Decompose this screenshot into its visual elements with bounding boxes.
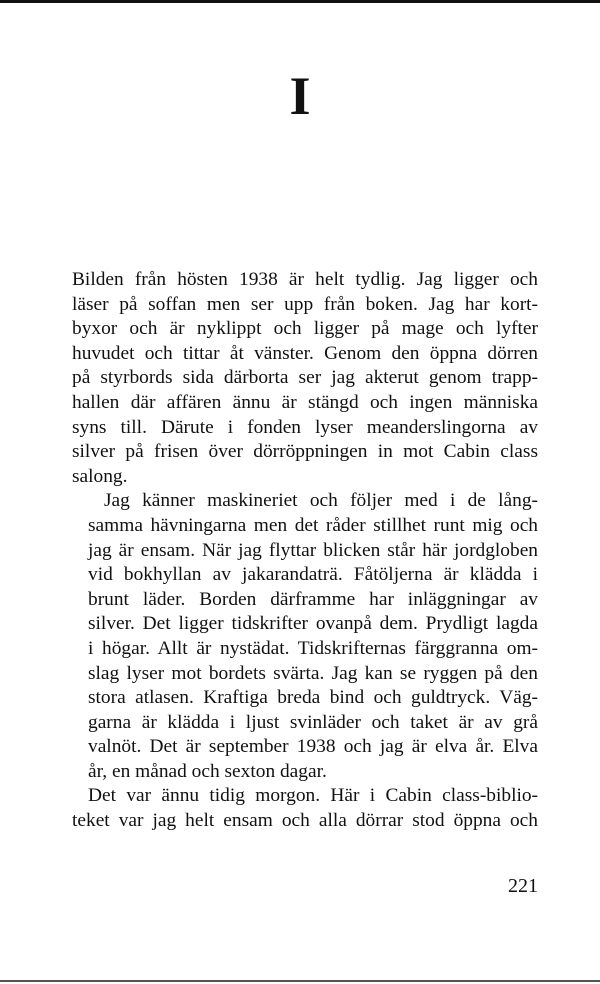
text-line: teket var jag helt ensam och alla dörrar stod öppna och	[72, 810, 538, 832]
text-line: i högar. Allt är nystädat. Tidskrifternas färggranna om-	[88, 637, 538, 659]
page-number: 221	[508, 875, 538, 897]
bottom-edge-rule	[0, 980, 600, 982]
text-line: samma hävningarna men det råder stillhet runt mig och	[88, 514, 538, 536]
paragraph-2	[72, 489, 538, 784]
paragraph-3	[72, 784, 538, 833]
text-line: Jag känner maskineriet och följer med i de lång-	[104, 490, 538, 512]
text-line: på styrbords sida därborta ser jag akterut genom trapp-	[72, 367, 538, 389]
chapter-numeral: I	[289, 66, 311, 126]
text-line: hallen där affären ännu är stängd och ingen människa	[72, 391, 538, 413]
text-line: garna är klädda i ljust svinläder och taket är av grå	[88, 711, 538, 733]
text-line: stora atlasen. Kraftiga breda bind och guldtryck. Väg-	[88, 687, 538, 709]
text-line: slag lyser mot bordets svärta. Jag kan se ryggen på den	[88, 662, 538, 684]
text-line: salong.	[72, 465, 128, 487]
text-line: byxor och är nyklippt och ligger på mage och lyfter	[72, 318, 538, 340]
body-text	[72, 268, 538, 834]
text-line: år, en månad och sexton dagar.	[88, 760, 327, 782]
text-line: huvudet och tittar åt vänster. Genom den öppna dörren	[72, 342, 538, 364]
text-line: vid bokhyllan av jakarandaträ. Fåtöljerna är klädda i	[88, 564, 538, 586]
text-line: valnöt. Det är september 1938 och jag är elva år. Elva	[88, 736, 538, 758]
text-line: Det var ännu tidig morgon. Här i Cabin class-biblio-	[88, 785, 538, 807]
text-line: jag är ensam. När jag flyttar blicken står här jordgloben	[88, 539, 538, 561]
top-edge-rule	[0, 0, 600, 3]
paragraph-1	[72, 268, 538, 489]
text-line: syns till. Därute i fonden lyser meanderslingorna av	[72, 416, 538, 438]
text-line: silver på frisen över dörröppningen in mot Cabin class	[72, 441, 538, 463]
text-line: Bilden från hösten 1938 är helt tydlig. Jag ligger och	[72, 269, 538, 290]
text-line: silver. Det ligger tidskrifter ovanpå dem. Prydligt lagda	[88, 613, 538, 635]
text-line: läser på soffan men ser upp från boken. Jag har kort-	[72, 293, 538, 315]
text-line: brunt läder. Borden därframme har inläggningar av	[88, 588, 538, 610]
